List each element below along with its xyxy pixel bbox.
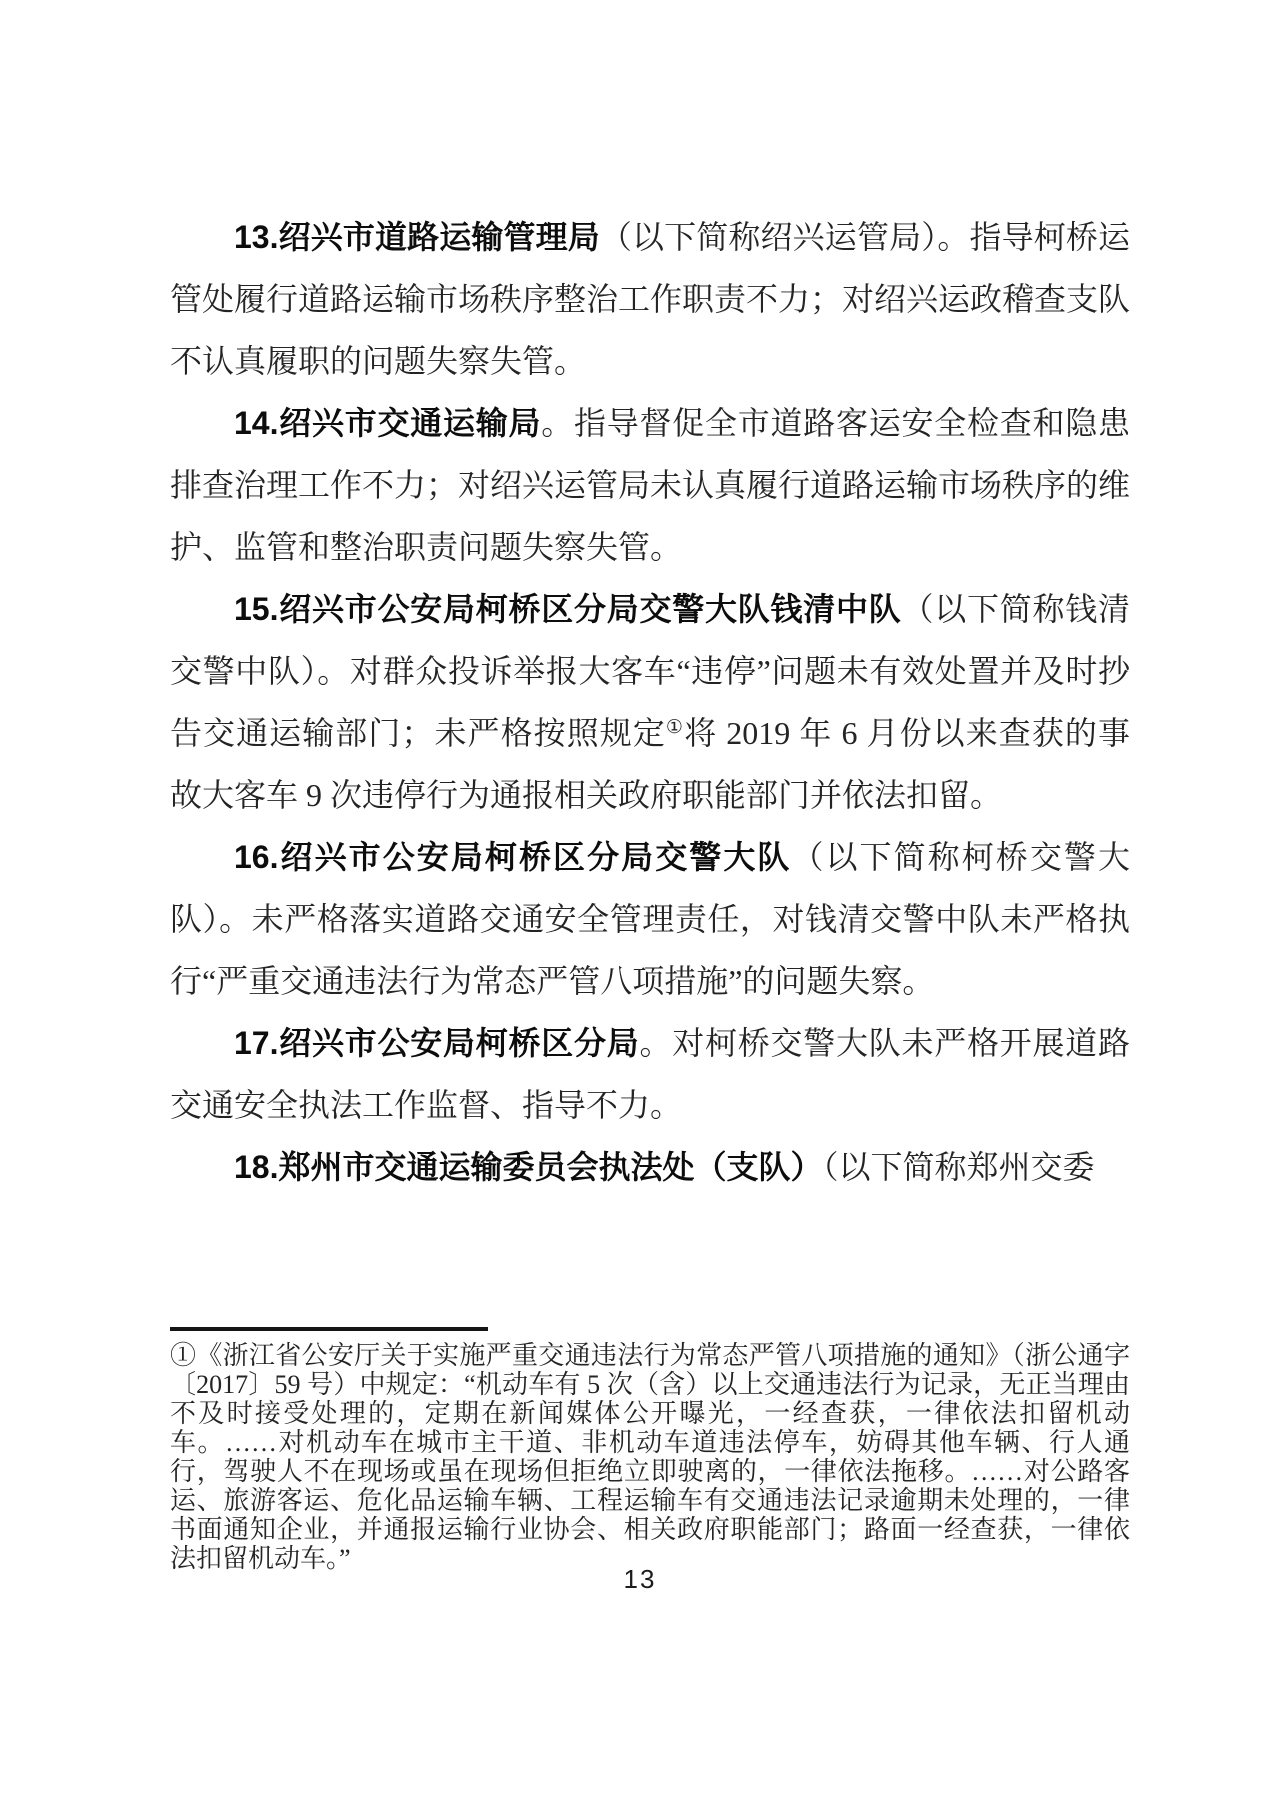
- paragraph-text: （以下简称柯桥交警大队）。未严格落实道路交通安全管理责任，对钱清交警中队未严格执行“严重交通违法行为常态严管八项措施”的问题失察。: [170, 839, 1130, 999]
- org-name-bold: 15.绍兴市公安局柯桥区分局交警大队钱清中队: [234, 591, 902, 627]
- paragraph-item-13: [170, 206, 1130, 392]
- paragraph-item-16: [170, 826, 1130, 1012]
- footnote-marker: ①: [170, 1341, 197, 1370]
- document-body: [170, 206, 1130, 1198]
- paragraph-item-15: [170, 578, 1130, 826]
- footnote-reference-mark: ①: [665, 717, 685, 739]
- paragraph-text: （以下简称钱清交警中队）。对群众投诉举报大客车“违停”问题未有效处置并及时抄告交通运输部门；未严格按照规定: [170, 591, 1130, 751]
- paragraph-item-17: [170, 1012, 1130, 1136]
- page-number: 13: [623, 1564, 657, 1594]
- org-name-bold: 13.绍兴市道路运输管理局: [234, 219, 600, 255]
- footnote-separator-line: [170, 1327, 488, 1331]
- footnote-text: 《浙江省公安厅关于实施严重交通违法行为常态严管八项措施的通知》（浙公通字〔2017〕59 号）中规定：“机动车有 5 次（含）以上交通违法行为记录，无正当理由不及时接受处理的，定期在新闻媒体公开曝光，一经查获，一律依法扣留机动车。……对机动车在城市主干道、非机动车道违法停车，妨碍其他车辆、行人通行，驾驶人不在现场或虽在现场但拒绝立即驶离的，一律依法拖移。……对公路客运、旅游客运、危化品运输车辆、工程运输车有交通违法记录逾期未处理的，一律书面通知企业，并通报运输行业协会、相关政府职能部门；路面一经查获，一律依法扣留机动车。”: [170, 1341, 1130, 1573]
- org-name-bold: 16.绍兴市公安局柯桥区分局交警大队: [234, 839, 792, 875]
- paragraph-text: 。对柯桥交警大队未严格开展道路交通安全执法工作监督、指导不力。: [170, 1025, 1130, 1123]
- paragraph-text: （以下简称绍兴运管局）。指导柯桥运管处履行道路运输市场秩序整治工作职责不力；对绍兴运政稽查支队不认真履职的问题失察失管。: [170, 219, 1131, 379]
- org-name-bold: 17.绍兴市公安局柯桥区分局: [234, 1025, 640, 1061]
- paragraph-item-14: [170, 392, 1130, 578]
- paragraph-text: 。指导督促全市道路客运安全检查和隐患排查治理工作不力；对绍兴运管局未认真履行道路运输市场秩序的维护、监管和整治职责问题失察失管。: [170, 405, 1131, 565]
- org-name-bold: 14.绍兴市交通运输局: [234, 405, 542, 441]
- paragraph-text: （以下简称郑州交委: [822, 1149, 1095, 1185]
- footnote: [170, 1341, 1130, 1573]
- org-name-bold: 18.郑州市交通运输委员会执法处（支队）: [234, 1149, 823, 1185]
- paragraph-text: 将 2019 年 6 月份以来查获的事故大客车 9 次违停行为通报相关政府职能部门并依法扣留。: [170, 715, 1130, 813]
- paragraph-item-18: [170, 1136, 1130, 1198]
